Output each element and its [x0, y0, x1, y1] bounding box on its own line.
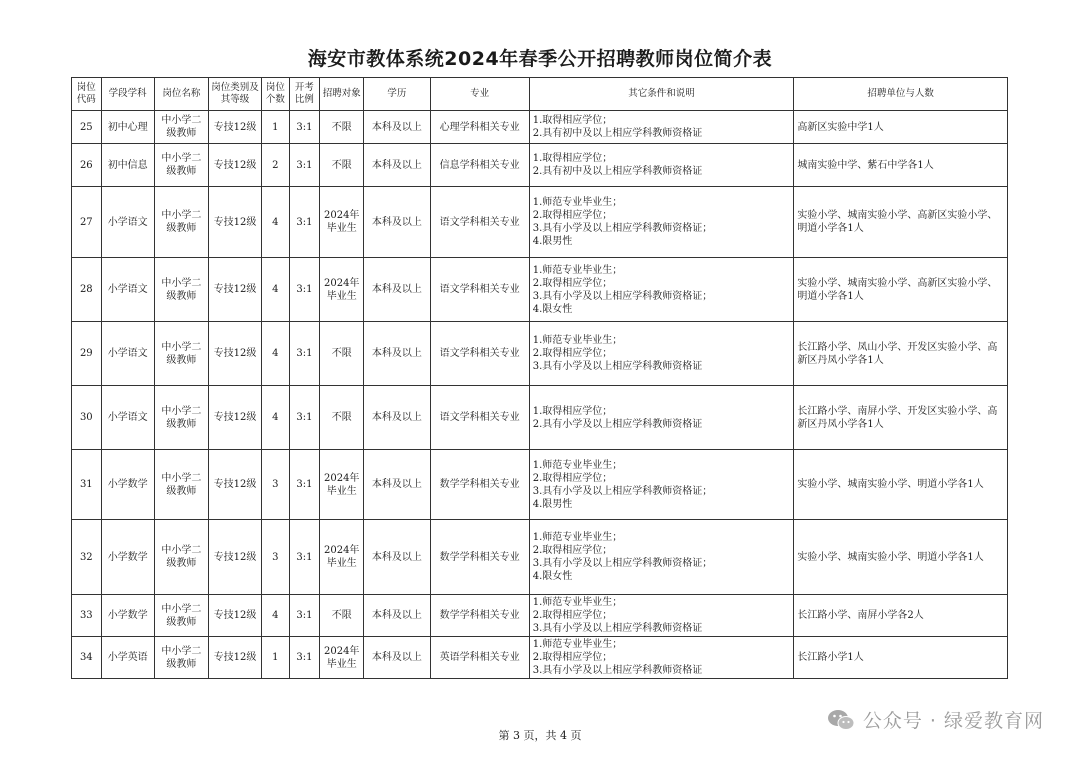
cell-subject: 小学数学 [101, 520, 154, 595]
watermark [827, 706, 1044, 733]
condition-line: 1.师范专业毕业生； [532, 532, 623, 543]
condition-line: 1.师范专业毕业生； [532, 264, 623, 276]
condition-line: 2.取得相应学位； [532, 652, 613, 663]
cell-post-name: 中小学二级教师 [154, 111, 208, 144]
cell-ratio: 3:1 [289, 637, 320, 679]
cell-education: 本科及以上 [364, 386, 430, 450]
cell-post-name: 中小学二级教师 [154, 187, 208, 258]
header-subject: 学段学科 [101, 78, 154, 111]
cell-post-type: 专技12级 [208, 187, 261, 258]
cell-code: 32 [72, 520, 102, 595]
condition-line: 3.具有小学及以上相应学科教师资格证 [532, 361, 703, 372]
wechat-icon [827, 709, 855, 731]
header-units: 招聘单位与人数 [794, 78, 1008, 111]
cell-major: 语文学科相关专业 [430, 258, 529, 322]
cell-education: 本科及以上 [364, 111, 430, 144]
cell-units: 实验小学、城南实验小学、高新区实验小学、明道小学各1人 [794, 187, 1008, 258]
condition-line: 1.师范专业毕业生； [532, 639, 623, 650]
condition-line: 2.取得相应学位； [532, 348, 613, 359]
condition-line: 2.取得相应学位； [532, 545, 613, 556]
header-education: 学历 [364, 78, 430, 111]
cell-target: 2024年毕业生 [320, 187, 364, 258]
cell-ratio: 3:1 [289, 595, 320, 637]
condition-line: 1.取得相应学位； [532, 405, 613, 417]
cell-conditions [529, 258, 794, 322]
cell-education: 本科及以上 [364, 450, 430, 520]
cell-ratio: 3:1 [289, 322, 320, 386]
cell-target: 2024年毕业生 [320, 520, 364, 595]
header-post-name: 岗位名称 [154, 78, 208, 111]
condition-line: 2.取得相应学位； [532, 472, 613, 484]
cell-subject: 初中信息 [101, 144, 154, 187]
cell-target: 2024年毕业生 [320, 258, 364, 322]
cell-ratio: 3:1 [289, 111, 320, 144]
cell-conditions [529, 520, 794, 595]
condition-line: 1.师范专业毕业生； [532, 597, 623, 608]
cell-post-type: 专技12级 [208, 520, 261, 595]
cell-education: 本科及以上 [364, 520, 430, 595]
cell-subject: 小学语文 [101, 322, 154, 386]
cell-post-type: 专技12级 [208, 111, 261, 144]
condition-line: 4.限女性 [532, 571, 573, 582]
cell-major: 数学学科相关专业 [430, 520, 529, 595]
table-row [72, 187, 1008, 258]
cell-ratio: 3:1 [289, 386, 320, 450]
cell-conditions [529, 187, 794, 258]
cell-units: 实验小学、城南实验小学、高新区实验小学、明道小学各1人 [794, 258, 1008, 322]
cell-post-type: 专技12级 [208, 637, 261, 679]
condition-line: 1.师范专业毕业生； [532, 459, 623, 471]
page-title: 海安市教体系统2024年春季公开招聘教师岗位简介表 [307, 48, 773, 70]
cell-target: 2024年毕业生 [320, 637, 364, 679]
condition-line: 1.师范专业毕业生； [532, 335, 623, 346]
cell-count: 3 [262, 450, 290, 520]
cell-education: 本科及以上 [364, 595, 430, 637]
cell-major: 英语学科相关专业 [430, 637, 529, 679]
condition-line: 2.具有小学及以上相应学科教师资格证 [532, 418, 703, 430]
cell-units: 实验小学、城南实验小学、明道小学各1人 [794, 450, 1008, 520]
cell-conditions [529, 637, 794, 679]
cell-post-type: 专技12级 [208, 258, 261, 322]
cell-target: 不限 [320, 144, 364, 187]
cell-ratio: 3:1 [289, 258, 320, 322]
cell-major: 语文学科相关专业 [430, 386, 529, 450]
cell-education: 本科及以上 [364, 144, 430, 187]
cell-count: 1 [262, 111, 290, 144]
cell-post-type: 专技12级 [208, 322, 261, 386]
condition-line: 2.取得相应学位； [532, 210, 613, 221]
condition-line: 3.具有小学及以上相应学科教师资格证； [532, 290, 713, 302]
condition-line: 3.具有小学及以上相应学科教师资格证； [532, 558, 713, 569]
cell-units: 长江路小学、南屏小学、开发区实验小学、高新区丹凤小学各1人 [794, 386, 1008, 450]
cell-target: 2024年毕业生 [320, 450, 364, 520]
cell-ratio: 3:1 [289, 144, 320, 187]
cell-subject: 小学数学 [101, 450, 154, 520]
cell-post-name: 中小学二级教师 [154, 322, 208, 386]
cell-subject: 小学语文 [101, 386, 154, 450]
watermark-text: 公众号 · 绿爱教育网 [862, 710, 1044, 732]
cell-post-type: 专技12级 [208, 450, 261, 520]
cell-count: 2 [262, 144, 290, 187]
table-row [72, 637, 1008, 679]
cell-target: 不限 [320, 595, 364, 637]
cell-code: 27 [72, 187, 102, 258]
cell-count: 4 [262, 386, 290, 450]
cell-code: 29 [72, 322, 102, 386]
condition-line: 4.限男性 [532, 236, 573, 247]
condition-line: 2.取得相应学位； [532, 610, 613, 621]
cell-post-name: 中小学二级教师 [154, 520, 208, 595]
cell-units: 高新区实验中学1人 [794, 111, 1008, 144]
header-major: 专业 [430, 78, 529, 111]
condition-line: 4.限男性 [532, 498, 573, 510]
condition-line: 4.限女性 [532, 303, 573, 315]
cell-post-name: 中小学二级教师 [154, 386, 208, 450]
cell-code: 28 [72, 258, 102, 322]
cell-target: 不限 [320, 322, 364, 386]
cell-code: 34 [72, 637, 102, 679]
table-row [72, 386, 1008, 450]
cell-code: 25 [72, 111, 102, 144]
cell-post-type: 专技12级 [208, 144, 261, 187]
cell-major: 信息学科相关专业 [430, 144, 529, 187]
header-count: 岗位个数 [262, 78, 290, 111]
table-row [72, 144, 1008, 187]
table-row [72, 111, 1008, 144]
cell-conditions [529, 595, 794, 637]
page-footer: 第 3 页，共 4 页 [498, 729, 582, 742]
cell-ratio: 3:1 [289, 187, 320, 258]
cell-count: 1 [262, 637, 290, 679]
cell-code: 26 [72, 144, 102, 187]
cell-conditions [529, 386, 794, 450]
cell-post-name: 中小学二级教师 [154, 595, 208, 637]
cell-education: 本科及以上 [364, 258, 430, 322]
header-target: 招聘对象 [320, 78, 364, 111]
cell-code: 30 [72, 386, 102, 450]
header-ratio: 开考比例 [289, 78, 320, 111]
cell-count: 4 [262, 187, 290, 258]
condition-line: 2.具有初中及以上相应学科教师资格证 [532, 128, 703, 139]
condition-line: 1.师范专业毕业生； [532, 197, 623, 208]
cell-post-type: 专技12级 [208, 386, 261, 450]
cell-units: 长江路小学、南屏小学各2人 [794, 595, 1008, 637]
table-body [72, 111, 1008, 679]
cell-education: 本科及以上 [364, 637, 430, 679]
cell-major: 心理学科相关专业 [430, 111, 529, 144]
cell-subject: 小学英语 [101, 637, 154, 679]
condition-line: 3.具有小学及以上相应学科教师资格证 [532, 623, 703, 634]
cell-post-name: 中小学二级教师 [154, 637, 208, 679]
cell-major: 数学学科相关专业 [430, 595, 529, 637]
condition-line: 1.取得相应学位； [532, 153, 613, 164]
header-conditions: 其它条件和说明 [529, 78, 794, 111]
cell-ratio: 3:1 [289, 520, 320, 595]
table-row [72, 450, 1008, 520]
condition-line: 3.具有小学及以上相应学科教师资格证； [532, 223, 713, 234]
cell-major: 数学学科相关专业 [430, 450, 529, 520]
cell-major: 语文学科相关专业 [430, 322, 529, 386]
cell-count: 4 [262, 258, 290, 322]
cell-post-type: 专技12级 [208, 595, 261, 637]
table-row [72, 258, 1008, 322]
cell-units: 长江路小学1人 [794, 637, 1008, 679]
cell-count: 4 [262, 595, 290, 637]
condition-line: 2.具有初中及以上相应学科教师资格证 [532, 166, 703, 177]
condition-line: 2.取得相应学位； [532, 277, 613, 289]
cell-count: 4 [262, 322, 290, 386]
cell-subject: 初中心理 [101, 111, 154, 144]
cell-education: 本科及以上 [364, 322, 430, 386]
cell-post-name: 中小学二级教师 [154, 450, 208, 520]
cell-conditions [529, 111, 794, 144]
cell-code: 33 [72, 595, 102, 637]
cell-subject: 小学语文 [101, 258, 154, 322]
table-row [72, 322, 1008, 386]
cell-ratio: 3:1 [289, 450, 320, 520]
header-row [72, 78, 1008, 111]
table-row [72, 520, 1008, 595]
condition-line: 3.具有小学及以上相应学科教师资格证； [532, 485, 713, 497]
cell-units: 实验小学、城南实验小学、明道小学各1人 [794, 520, 1008, 595]
condition-line: 1.取得相应学位； [532, 115, 613, 126]
header-code: 岗位代码 [72, 78, 102, 111]
cell-conditions [529, 450, 794, 520]
cell-units: 长江路小学、凤山小学、开发区实验小学、高新区丹凤小学各1人 [794, 322, 1008, 386]
cell-units: 城南实验中学、紫石中学各1人 [794, 144, 1008, 187]
recruitment-table [71, 77, 1008, 679]
cell-education: 本科及以上 [364, 187, 430, 258]
header-post-type: 岗位类别及其等级 [208, 78, 261, 111]
cell-subject: 小学数学 [101, 595, 154, 637]
cell-post-name: 中小学二级教师 [154, 258, 208, 322]
cell-subject: 小学语文 [101, 187, 154, 258]
cell-target: 不限 [320, 386, 364, 450]
cell-target: 不限 [320, 111, 364, 144]
condition-line: 3.具有小学及以上相应学科教师资格证 [532, 665, 703, 676]
table-row [72, 595, 1008, 637]
cell-major: 语文学科相关专业 [430, 187, 529, 258]
cell-post-name: 中小学二级教师 [154, 144, 208, 187]
cell-conditions [529, 322, 794, 386]
cell-code: 31 [72, 450, 102, 520]
cell-conditions [529, 144, 794, 187]
cell-count: 3 [262, 520, 290, 595]
